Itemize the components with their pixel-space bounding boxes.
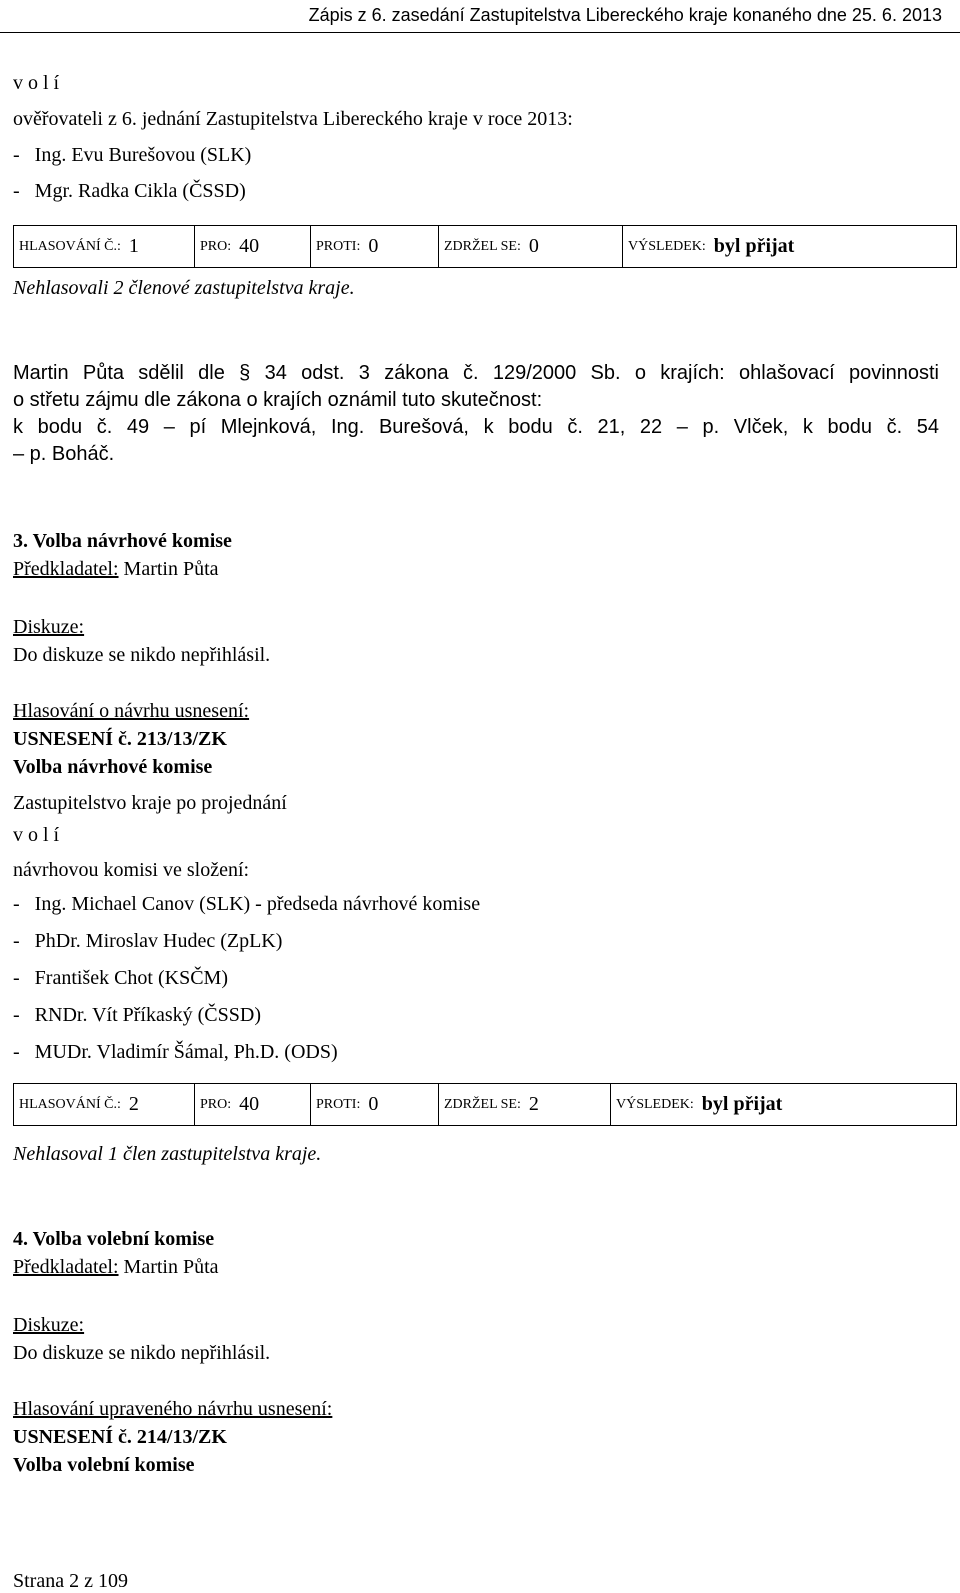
vote-number-cell — [14, 1084, 194, 1125]
vote-result: byl přijat — [701, 1093, 783, 1115]
vote-pro-cell — [194, 226, 310, 267]
vote-proti: 0 — [368, 1093, 379, 1115]
vote-table — [13, 225, 957, 268]
discussion-text: Do diskuze se nikdo nepřihlásil. — [13, 644, 271, 666]
vote-number-label: HLASOVÁNÍ Č.: — [19, 1096, 121, 1112]
committee-member: - František Chot (KSČM) — [13, 967, 228, 989]
voting-label: Hlasování o návrhu usnesení: — [13, 700, 250, 722]
vote-proti-cell — [310, 226, 438, 267]
discussion-label: Diskuze: — [13, 616, 85, 638]
vote-proti-cell — [310, 1084, 438, 1125]
resolution-title: Volba návrhové komise — [13, 756, 213, 778]
vote-zdrzel-cell — [438, 226, 622, 267]
vote-pro: 40 — [239, 1093, 260, 1115]
vote-result: byl přijat — [713, 235, 795, 257]
paragraph-line: o střetu zájmu dle zákona o krajích oznámil tuto skutečnost: — [13, 389, 543, 411]
vote-result-cell — [610, 1084, 956, 1125]
page-number: Strana 2 z 109 — [13, 1570, 128, 1592]
vote-result-label: VÝSLEDEK: — [628, 238, 706, 254]
resolution-number: USNESENÍ č. 213/13/ZK — [13, 728, 227, 750]
vote-note: Nehlasovali 2 členové zastupitelstva kraje. — [13, 277, 355, 299]
presenter-line — [13, 1254, 219, 1280]
header-divider — [0, 32, 960, 33]
vote-proti-label: PROTI: — [316, 1096, 361, 1112]
vote-result-label: VÝSLEDEK: — [616, 1096, 694, 1112]
presenter-line — [13, 556, 219, 582]
committee-member: - MUDr. Vladimír Šámal, Ph.D. (ODS) — [13, 1041, 338, 1063]
presenter-label: Předkladatel: — [13, 1256, 119, 1278]
vote-number: 1 — [128, 235, 139, 257]
committee-member: - Ing. Michael Canov (SLK) - předseda návrhové komise — [13, 893, 481, 915]
vote-note: Nehlasoval 1 člen zastupitelstva kraje. — [13, 1143, 322, 1165]
vote-zdrzel: 2 — [528, 1093, 539, 1115]
vote-pro: 40 — [239, 235, 260, 257]
vote-number-cell — [14, 226, 194, 267]
voli-text: v o l í — [13, 824, 60, 846]
presenter-label: Předkladatel: — [13, 558, 119, 580]
discussion-text: Do diskuze se nikdo nepřihlásil. — [13, 1342, 271, 1364]
vote-zdrzel-label: ZDRŽEL SE: — [444, 1096, 521, 1112]
section-heading: 3. Volba návrhové komise — [13, 530, 232, 552]
section-heading: 4. Volba volební komise — [13, 1228, 215, 1250]
vote-pro-cell — [194, 1084, 310, 1125]
conflict-paragraph — [13, 360, 939, 468]
vote-number: 2 — [128, 1093, 139, 1115]
vote-pro-label: PRO: — [200, 1096, 232, 1112]
vote-number-label: HLASOVÁNÍ Č.: — [19, 238, 121, 254]
vote-proti: 0 — [368, 235, 379, 257]
committee-member: - RNDr. Vít Příkaský (ČSSD) — [13, 1004, 261, 1026]
header-title: Zápis z 6. zasedání Zastupitelstva Libereckého kraje konaného dne 25. 6. 2013 — [308, 5, 942, 25]
composition-label: návrhovou komisi ve složení: — [13, 859, 250, 881]
verifiers-intro: ověřovateli z 6. jednání Zastupitelstva Libereckého kraje v roce 2013: — [13, 108, 573, 130]
paragraph-line: k bodu č. 49 – pí Mlejnková, Ing. Burešová, k bodu č. 21, 22 – p. Vlček, k bodu č. 54 — [13, 416, 939, 438]
resolution-title: Volba volební komise — [13, 1454, 195, 1476]
presenter-name: Martin Půta — [118, 1256, 219, 1278]
vote-table — [13, 1083, 957, 1126]
presenter-name: Martin Půta — [118, 558, 219, 580]
discussion-label: Diskuze: — [13, 1314, 85, 1336]
verifier-item: - Mgr. Radka Cikla (ČSSD) — [13, 180, 246, 202]
vote-result-cell — [622, 226, 956, 267]
committee-member: - PhDr. Miroslav Hudec (ZpLK) — [13, 930, 283, 952]
paragraph-line: – p. Boháč. — [13, 443, 115, 465]
verifier-item: - Ing. Evu Burešovou (SLK) — [13, 144, 252, 166]
voli-text: v o l í — [13, 72, 60, 94]
paragraph-line: Martin Půta sdělil dle § 34 odst. 3 zákona č. 129/2000 Sb. o krajích: ohlašovací povinnosti — [13, 362, 939, 384]
resolution-intro: Zastupitelstvo kraje po projednání — [13, 792, 287, 814]
voting-label: Hlasování upraveného návrhu usnesení: — [13, 1398, 333, 1420]
vote-zdrzel: 0 — [528, 235, 539, 257]
vote-zdrzel-cell — [438, 1084, 610, 1125]
vote-proti-label: PROTI: — [316, 238, 361, 254]
vote-pro-label: PRO: — [200, 238, 232, 254]
resolution-number: USNESENÍ č. 214/13/ZK — [13, 1426, 227, 1448]
vote-zdrzel-label: ZDRŽEL SE: — [444, 238, 521, 254]
